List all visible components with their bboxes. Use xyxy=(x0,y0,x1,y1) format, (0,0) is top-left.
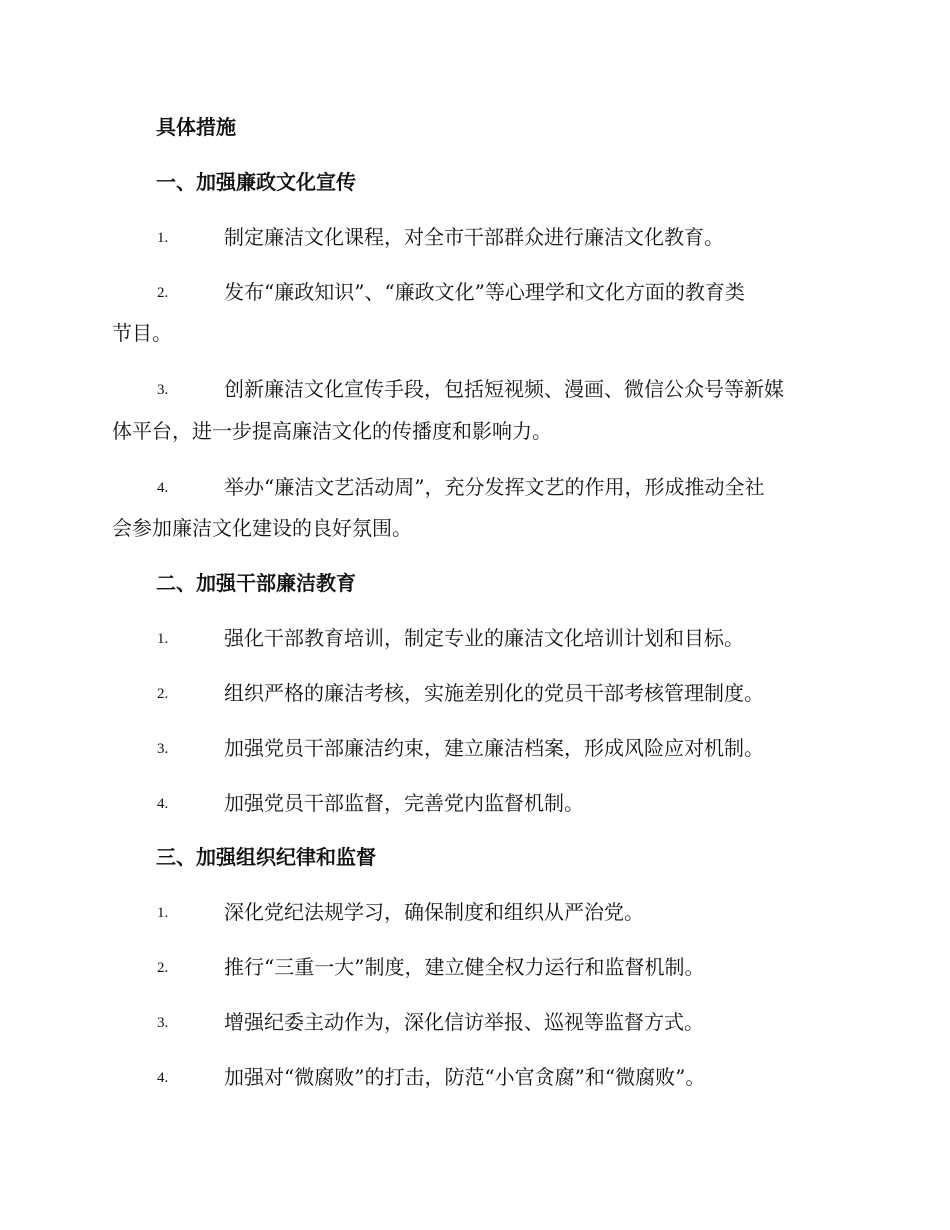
list-item-number: 3. xyxy=(157,1015,169,1031)
list-item-text: 发布“廉政知识”、“廉政文化”等心理学和文化方面的教育类 xyxy=(224,280,745,304)
list-item-text: 组织严格的廉洁考核，实施差别化的党员干部考核管理制度。 xyxy=(224,681,764,705)
list-item-number: 4. xyxy=(157,1070,169,1086)
list-item-text: 强化干部教育培训，制定专业的廉洁文化培训计划和目标。 xyxy=(224,626,744,650)
list-item-text: 创新廉洁文化宣传手段，包括短视频、漫画、微信公众号等新媒 xyxy=(224,377,784,401)
list-item-text: 增强纪委主动作为，深化信访举报、巡视等监督方式。 xyxy=(224,1010,704,1034)
list-item-text: 加强党员干部廉洁约束，建立廉洁档案，形成风险应对机制。 xyxy=(224,736,764,760)
list-item-number: 2. xyxy=(157,285,169,301)
page-title: 具体措施 xyxy=(156,115,236,139)
section-heading-3: 三、加强组织纪律和监督 xyxy=(156,845,376,869)
list-item-number: 1. xyxy=(157,631,169,647)
section-heading-2: 二、加强干部廉洁教育 xyxy=(156,571,356,595)
list-item-number: 2. xyxy=(157,960,169,976)
list-item-number: 4. xyxy=(157,796,169,812)
list-item-number: 1. xyxy=(157,905,169,921)
list-item-number: 3. xyxy=(157,741,169,757)
list-item-text: 推行“三重一大”制度，建立健全权力运行和监督机制。 xyxy=(224,955,705,979)
list-item-number: 2. xyxy=(157,686,169,702)
section-heading-1: 一、加强廉政文化宣传 xyxy=(156,170,356,194)
list-item-text: 加强党员干部监督，完善党内监督机制。 xyxy=(224,791,584,815)
list-item-text: 举办“廉洁文艺活动周”，充分发挥文艺的作用，形成推动全社 xyxy=(224,475,765,499)
list-item-number: 1. xyxy=(157,230,169,246)
list-item-number: 4. xyxy=(157,480,169,496)
list-item-text-continued: 节目。 xyxy=(112,321,172,345)
list-item-number: 3. xyxy=(157,382,169,398)
list-item-text-continued: 会参加廉洁文化建设的良好氛围。 xyxy=(112,516,412,540)
list-item-text: 制定廉洁文化课程，对全市干部群众进行廉洁文化教育。 xyxy=(224,225,724,249)
list-item-text: 加强对“微腐败”的打击，防范“小官贪腐”和“微腐败”。 xyxy=(224,1065,706,1089)
list-item-text-continued: 体平台，进一步提高廉洁文化的传播度和影响力。 xyxy=(112,419,552,443)
list-item-text: 深化党纪法规学习，确保制度和组织从严治党。 xyxy=(224,900,644,924)
